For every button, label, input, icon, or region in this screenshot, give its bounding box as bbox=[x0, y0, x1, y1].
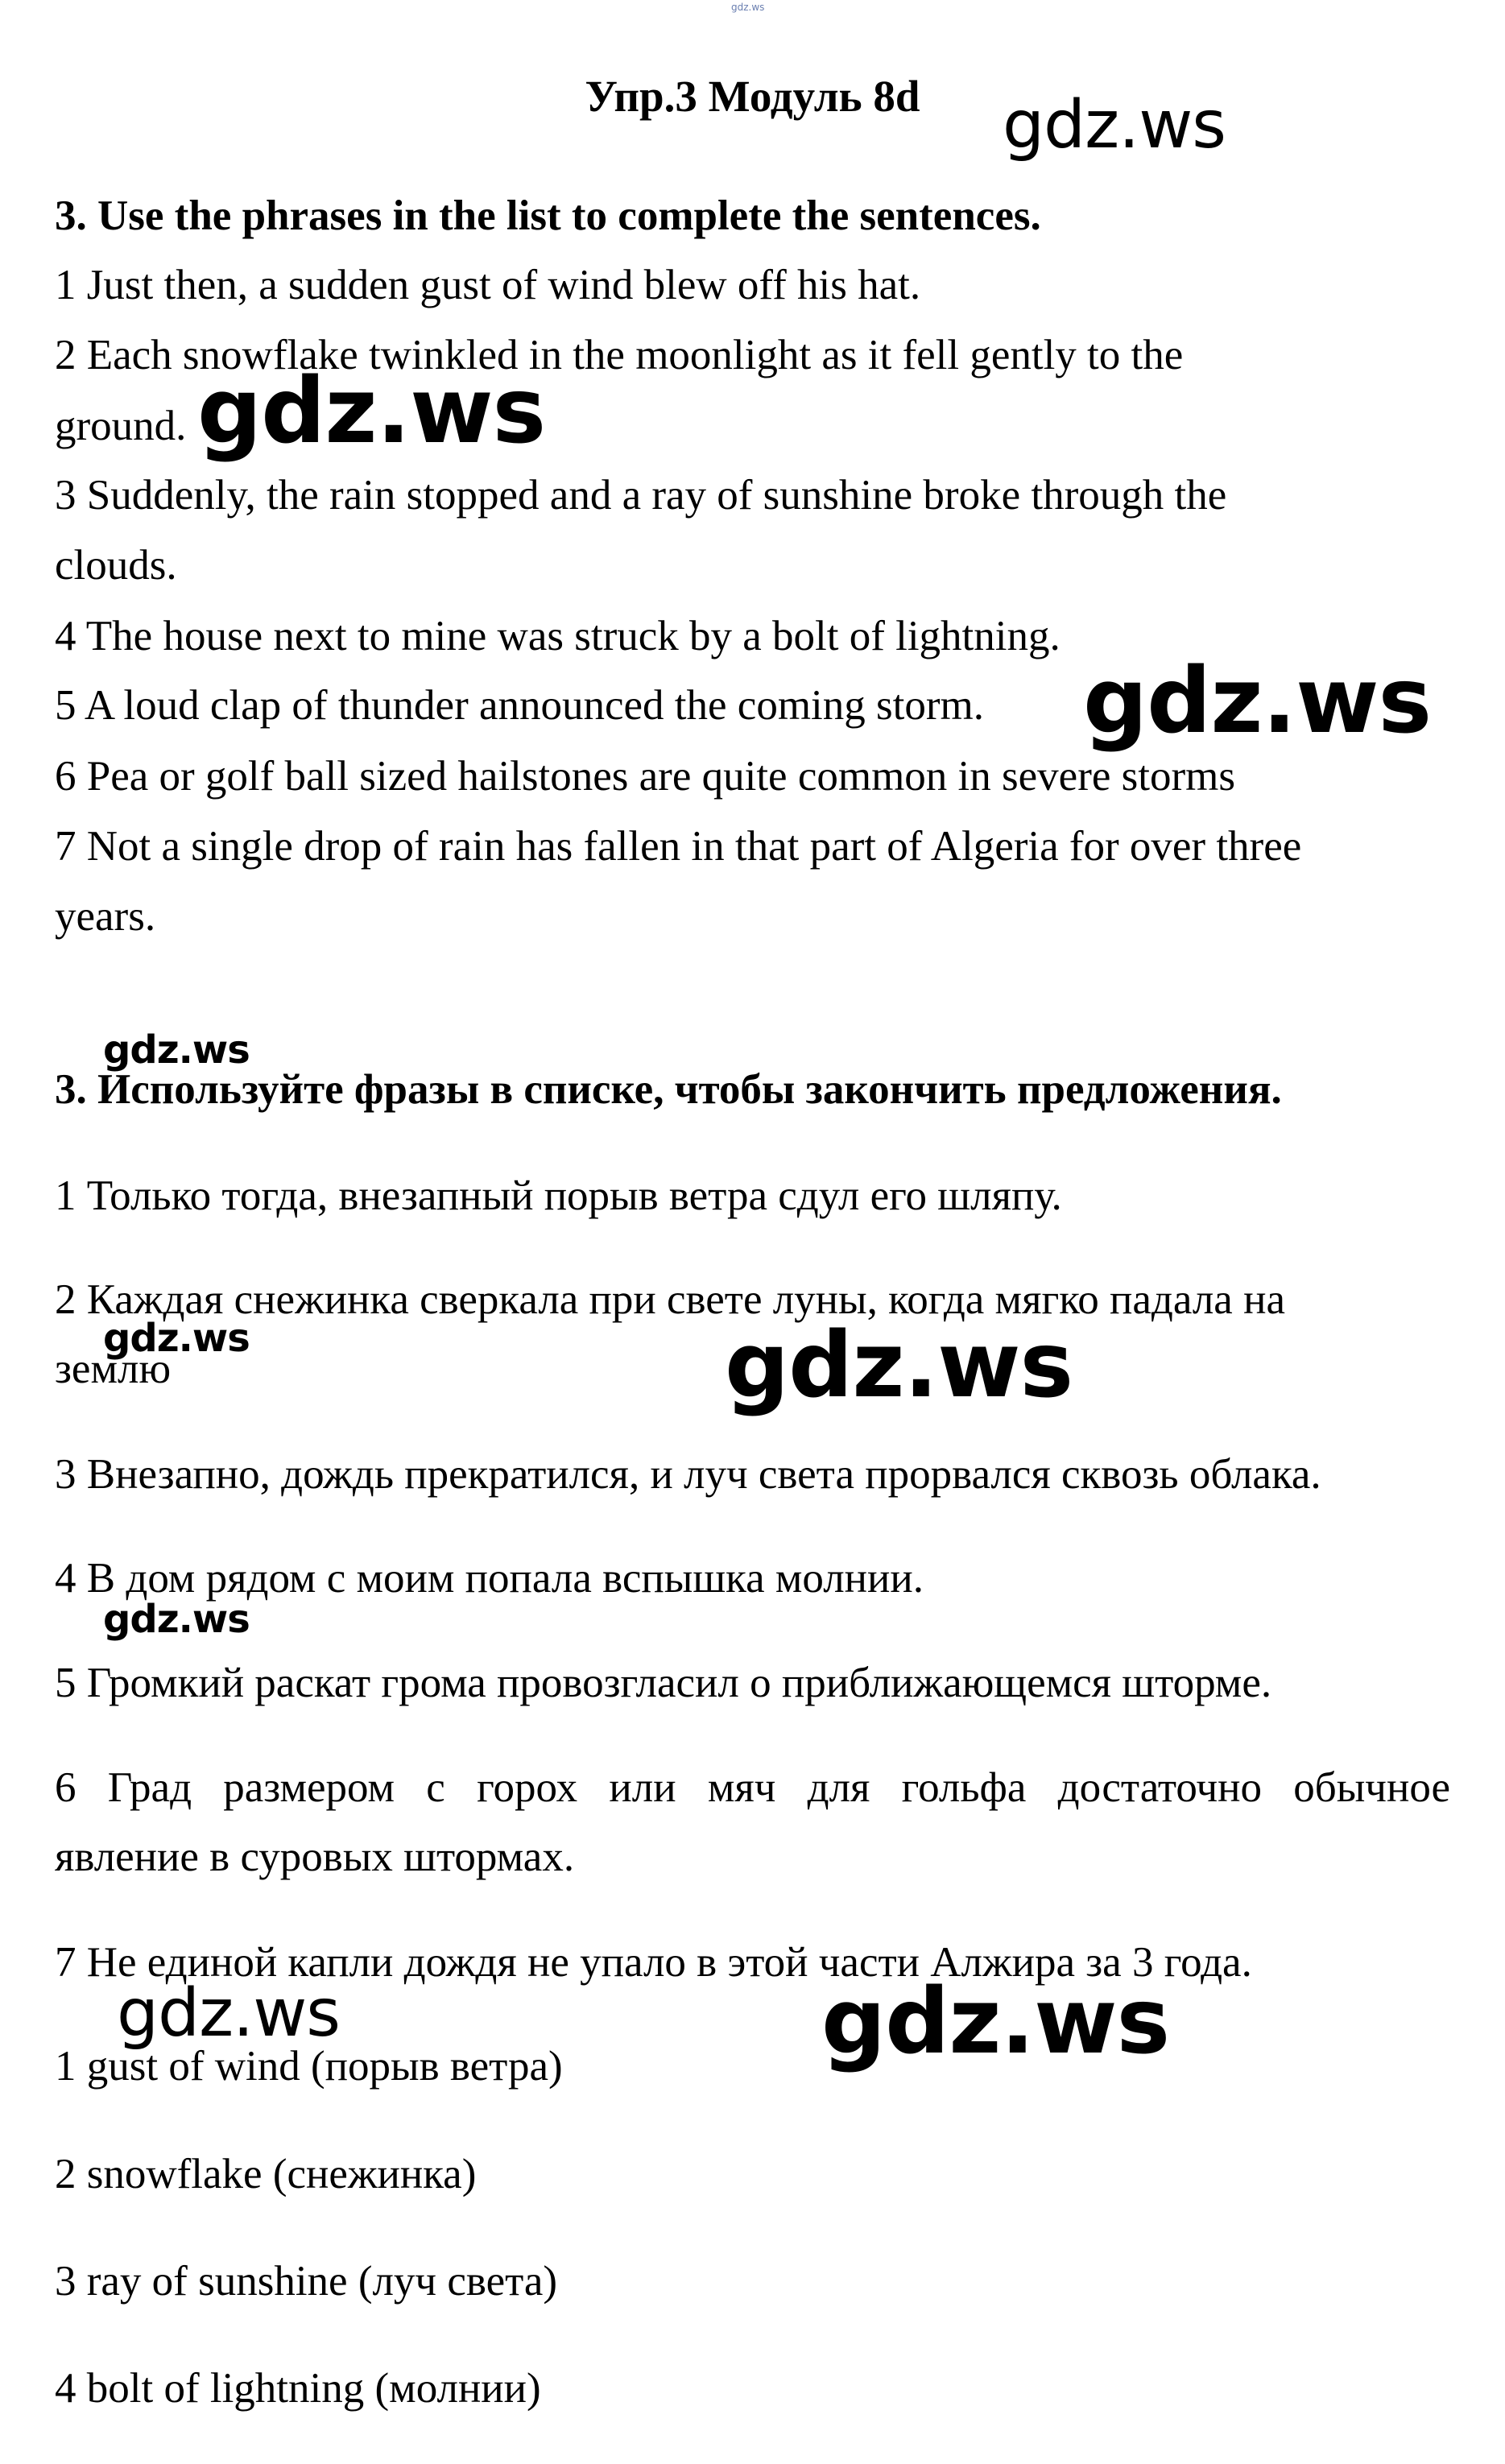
watermark: gdz.ws bbox=[103, 1316, 250, 1361]
russian-line: землю bbox=[55, 1346, 172, 1392]
russian-instruction: 3. Используйте фразы в списке, чтобы закончить предложения. bbox=[55, 1066, 1282, 1113]
english-line: 2 Each snowflake twinkled in the moonlight as it fell gently to the bbox=[55, 332, 1184, 378]
russian-line: 2 Каждая снежинка сверкала при свете луны, когда мягко падала на bbox=[55, 1276, 1285, 1323]
russian-line: 5 Громкий раскат грома провозгласил о приближающемся шторме. bbox=[55, 1660, 1272, 1706]
page-title: Упр.3 Модуль 8d bbox=[585, 72, 920, 121]
english-line: ground. bbox=[55, 403, 187, 449]
answer-item: 4 bolt of lightning (молнии) bbox=[55, 2365, 541, 2412]
russian-line: 3 Внезапно, дождь прекратился, и луч света прорвался сквозь облака. bbox=[55, 1451, 1321, 1498]
watermark: gdz.ws bbox=[821, 1970, 1170, 2074]
english-instruction: 3. Use the phrases in the list to complete the sentences. bbox=[55, 192, 1041, 239]
english-line: 7 Not a single drop of rain has fallen in that part of Algeria for over three bbox=[55, 823, 1302, 870]
russian-line: явление в суровых штормах. bbox=[55, 1834, 575, 1880]
russian-line: 1 Только тогда, внезапный порыв ветра сдул его шляпу. bbox=[55, 1172, 1062, 1219]
russian-line: 6 Град размером с горох или мяч для гольфа достаточно обычное bbox=[55, 1764, 1450, 1811]
answer-item: 1 gust of wind (порыв ветра) bbox=[55, 2043, 563, 2090]
watermark: gdz.ws bbox=[1083, 649, 1432, 754]
english-line: 6 Pea or golf ball sized hailstones are quite common in severe storms bbox=[55, 753, 1235, 800]
watermark: gdz.ws bbox=[197, 359, 546, 464]
english-line: 3 Suddenly, the rain stopped and a ray of sunshine broke through the bbox=[55, 472, 1227, 519]
watermark: gdz.ws bbox=[1003, 87, 1226, 163]
english-line: 5 A loud clap of thunder announced the coming storm. bbox=[55, 682, 984, 729]
watermark: gdz.ws bbox=[103, 1597, 250, 1642]
top-watermark: gdz.ws bbox=[731, 2, 765, 13]
watermark: gdz.ws bbox=[117, 1975, 340, 2052]
english-line: 4 The house next to mine was struck by a bolt of lightning. bbox=[55, 613, 1061, 659]
watermark: gdz.ws bbox=[725, 1313, 1073, 1418]
russian-line: 4 В дом рядом с моим попала вспышка молнии. bbox=[55, 1555, 924, 1602]
russian-line: 7 Не единой капли дождя не упало в этой части Алжира за 3 года. bbox=[55, 1939, 1252, 1986]
english-line: years. bbox=[55, 893, 156, 940]
english-line: 1 Just then, a sudden gust of wind blew off his hat. bbox=[55, 262, 921, 308]
answer-item: 2 snowflake (снежинка) bbox=[55, 2151, 477, 2197]
english-line: clouds. bbox=[55, 542, 177, 589]
watermark: gdz.ws bbox=[103, 1027, 250, 1073]
answer-item: 3 ray of sunshine (луч света) bbox=[55, 2258, 558, 2305]
